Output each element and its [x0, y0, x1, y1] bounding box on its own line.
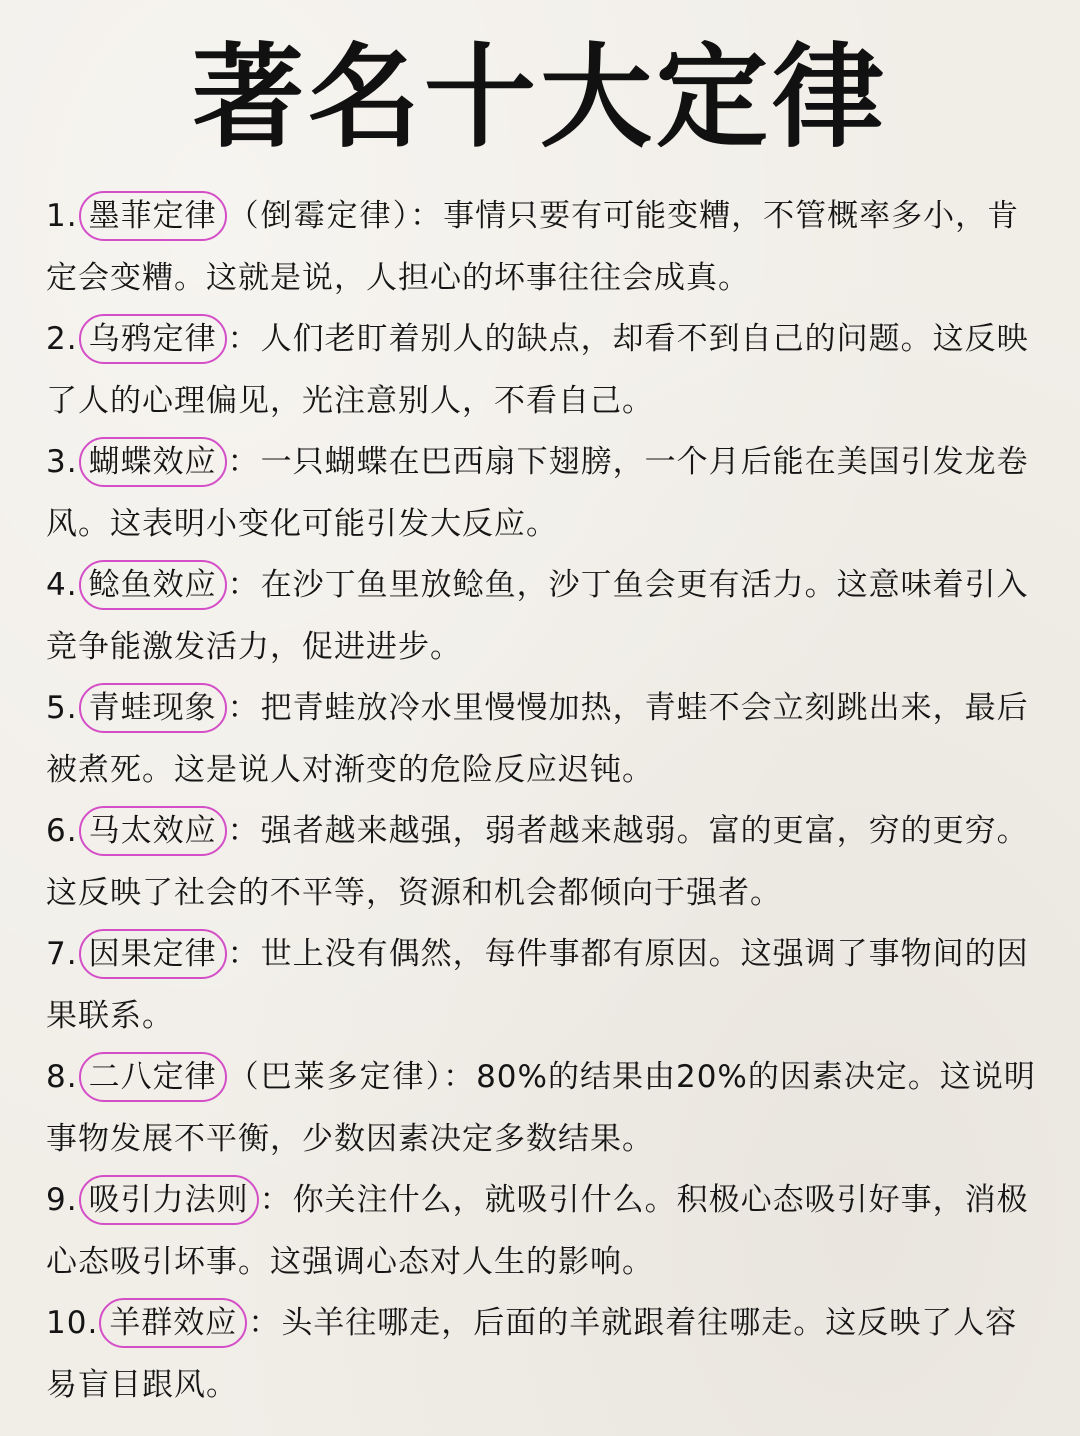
- item-number: 7.: [46, 936, 78, 972]
- highlighted-term: 鲶鱼效应: [79, 560, 227, 610]
- item-description: 在沙丁鱼里放鲶鱼，沙丁鱼会更有活力。这意味着引入竞争能激发活力，促进进步。: [46, 567, 1029, 665]
- term-alias: ：: [227, 567, 261, 603]
- item-description: 头羊往哪走，后面的羊就跟着往哪走。这反映了人容易盲目跟风。: [46, 1305, 1018, 1403]
- list-item-frog: [46, 678, 1046, 801]
- list-item-pareto: [46, 1047, 1046, 1170]
- highlighted-term: 马太效应: [79, 806, 227, 856]
- term-alias: ：: [227, 690, 261, 726]
- item-description: 强者越来越强，弱者越来越弱。富的更富，穷的更穷。这反映了社会的不平等，资源和机会都倾向于强者。: [46, 813, 1029, 911]
- item-number: 4.: [46, 567, 78, 603]
- list-item-butterfly: [46, 432, 1046, 555]
- term-alias: ：: [227, 936, 261, 972]
- term-alias: ：: [248, 1305, 282, 1341]
- term-alias: （倒霉定律）：: [227, 198, 444, 234]
- highlighted-term: 因果定律: [79, 929, 227, 979]
- list-item-crow: [46, 309, 1046, 432]
- item-number: 9.: [46, 1182, 78, 1218]
- item-number: 2.: [46, 321, 78, 357]
- highlighted-term: 乌鸦定律: [79, 314, 227, 364]
- highlighted-term: 二八定律: [79, 1052, 227, 1102]
- highlighted-term: 墨菲定律: [79, 191, 227, 241]
- item-number: 1.: [46, 198, 78, 234]
- list-item-herd: [46, 1293, 1046, 1416]
- list-item-attraction: [46, 1170, 1046, 1293]
- item-description: 事情只要有可能变糟，不管概率多小，肯定会变糟。这就是说，人担心的坏事往往会成真。: [46, 198, 1020, 296]
- item-number: 5.: [46, 690, 78, 726]
- highlighted-term: 青蛙现象: [79, 683, 227, 733]
- item-number: 3.: [46, 444, 78, 480]
- page-title: 著名十大定律: [192, 32, 888, 163]
- item-description: 一只蝴蝶在巴西扇下翅膀，一个月后能在美国引发龙卷风。这表明小变化可能引发大反应。: [46, 444, 1029, 542]
- item-description: 把青蛙放冷水里慢慢加热，青蛙不会立刻跳出来，最后被煮死。这是说人对渐变的危险反应迟钝。: [46, 690, 1029, 788]
- list-item-murphy: [46, 186, 1046, 309]
- item-number: 10.: [46, 1305, 99, 1341]
- term-alias: ：: [227, 321, 261, 357]
- item-description: 人们老盯着别人的缺点，却看不到自己的问题。这反映了人的心理偏见，光注意别人，不看自己。: [46, 321, 1029, 419]
- highlighted-term: 蝴蝶效应: [79, 437, 227, 487]
- item-number: 8.: [46, 1059, 78, 1095]
- item-number: 6.: [46, 813, 78, 849]
- law-list: [46, 186, 1046, 1416]
- term-alias: ：: [227, 813, 261, 849]
- list-item-matthew: [46, 801, 1046, 924]
- highlighted-term: 羊群效应: [99, 1298, 247, 1348]
- term-alias: ：: [259, 1182, 293, 1218]
- item-description: 你关注什么，就吸引什么。积极心态吸引好事，消极心态吸引坏事。这强调心态对人生的影响。: [46, 1182, 1029, 1280]
- highlighted-term: 吸引力法则: [79, 1175, 259, 1225]
- list-item-causality: [46, 924, 1046, 1047]
- item-description: 80%的结果由20%的因素决定。这说明事物发展不平衡，少数因素决定多数结果。: [46, 1059, 1036, 1157]
- term-alias: ：: [227, 444, 261, 480]
- term-alias: （巴莱多定律）：: [227, 1059, 477, 1095]
- list-item-catfish: [46, 555, 1046, 678]
- item-description: 世上没有偶然，每件事都有原因。这强调了事物间的因果联系。: [46, 936, 1029, 1034]
